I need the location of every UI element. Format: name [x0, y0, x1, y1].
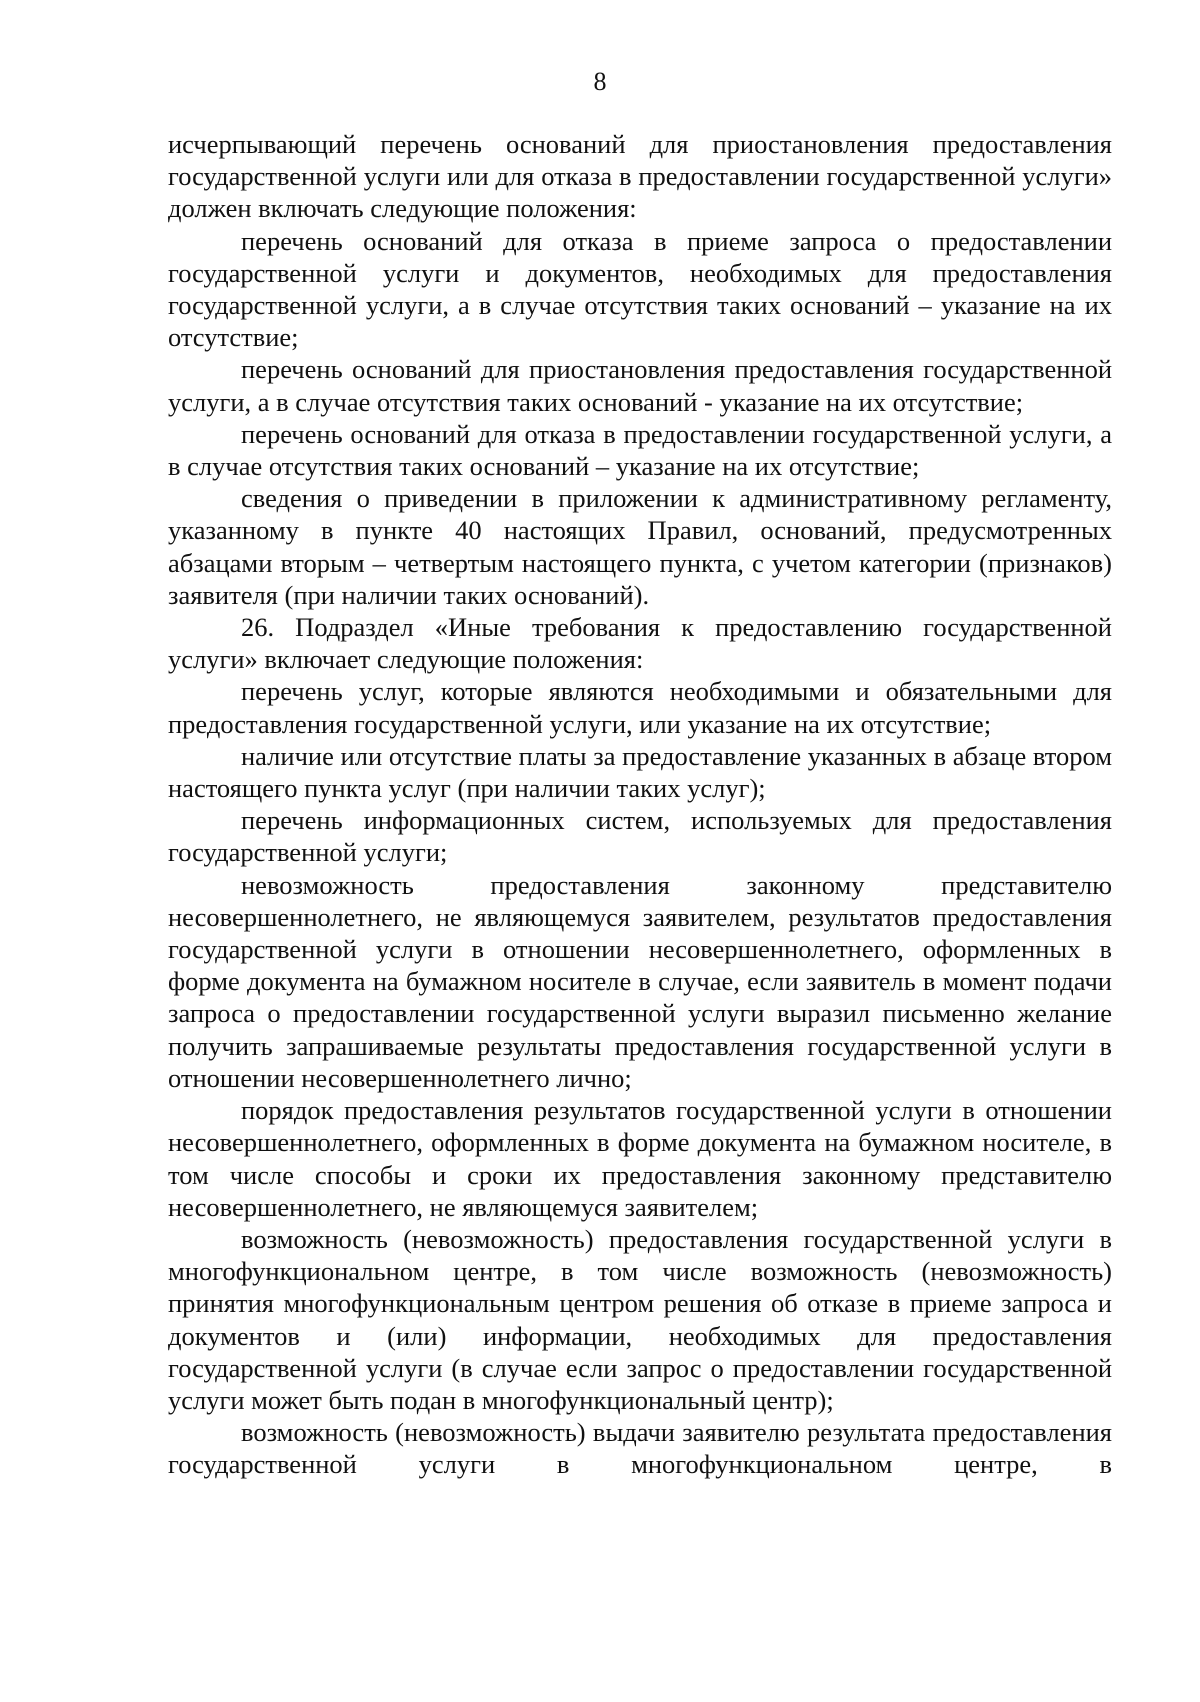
- paragraph: перечень услуг, которые являются необходимыми и обязательными для предоставления государственной услуги, или указание на их отсутствие;: [168, 676, 1112, 739]
- paragraph: сведения о приведении в приложении к административному регламенту, указанному в пункте 40 настоящих Правил, оснований, предусмотренных абзацами вторым – четвертым настоящего пункта, с учетом категории (признаков) заявителя (при наличии таких оснований).: [168, 483, 1112, 610]
- paragraph: перечень информационных систем, используемых для предоставления государственной услуги;: [168, 805, 1112, 868]
- page-number: 8: [593, 67, 607, 96]
- paragraph: возможность (невозможность) предоставления государственной услуги в многофункциональном центре, в том числе возможность (невозможность) принятия многофункциональным центром решения об отказе в приеме запроса и документов и (или) информации, необходимых для предоставления государственной услуги (в случае если запрос о предоставлении государственной услуги может быть подан в многофункциональный центр);: [168, 1223, 1112, 1415]
- paragraph: невозможность предоставления законному представителю несовершеннолетнего, не являющемуся заявителем, результатов предоставления государственной услуги в отношении несовершеннолетнего, оформленных в форме документа на бумажном носителе в случае, если заявитель в момент подачи запроса о предоставлении государственной услуги выразил письменно желание получить запрашиваемые результаты предоставления государственной услуги в отношении несовершеннолетнего лично;: [168, 869, 1112, 1093]
- paragraph-continues-next-page: возможность (невозможность) выдачи заявителю результата предоставления государственной услуги в многофункциональном центре, в: [168, 1417, 1112, 1480]
- paragraph: перечень оснований для отказа в приеме запроса о предоставлении государственной услуги и документов, необходимых для предоставления государственной услуги, а в случае отсутствия таких оснований – указание на их отсутствие;: [168, 225, 1112, 353]
- document-text: [168, 128, 1112, 1481]
- paragraph: наличие или отсутствие платы за предоставление указанных в абзаце втором настоящего пункта услуг (при наличии таких услуг);: [168, 740, 1112, 804]
- section-26-heading-paragraph: 26. Подраздел «Иные требования к предоставлению государственной услуги» включает следующие положения:: [168, 612, 1112, 675]
- paragraph: порядок предоставления результатов государственной услуги в отношении несовершеннолетнего, оформленных в форме документа на бумажном носителе, в том числе способы и сроки их предоставления законному представителю несовершеннолетнего, не являющемуся заявителем;: [168, 1095, 1112, 1222]
- paragraph: перечень оснований для приостановления предоставления государственной услуги, а в случае отсутствия таких оснований - указание на их отсутствие;: [168, 354, 1112, 417]
- paragraph: перечень оснований для отказа в предоставлении государственной услуги, а в случае отсутствия таких оснований – указание на их отсутствие;: [168, 418, 1112, 482]
- paragraph-continuation: исчерпывающий перечень оснований для приостановления предоставления государственной услуги или для отказа в предоставлении государственной услуги» должен включать следующие положения:: [168, 129, 1112, 224]
